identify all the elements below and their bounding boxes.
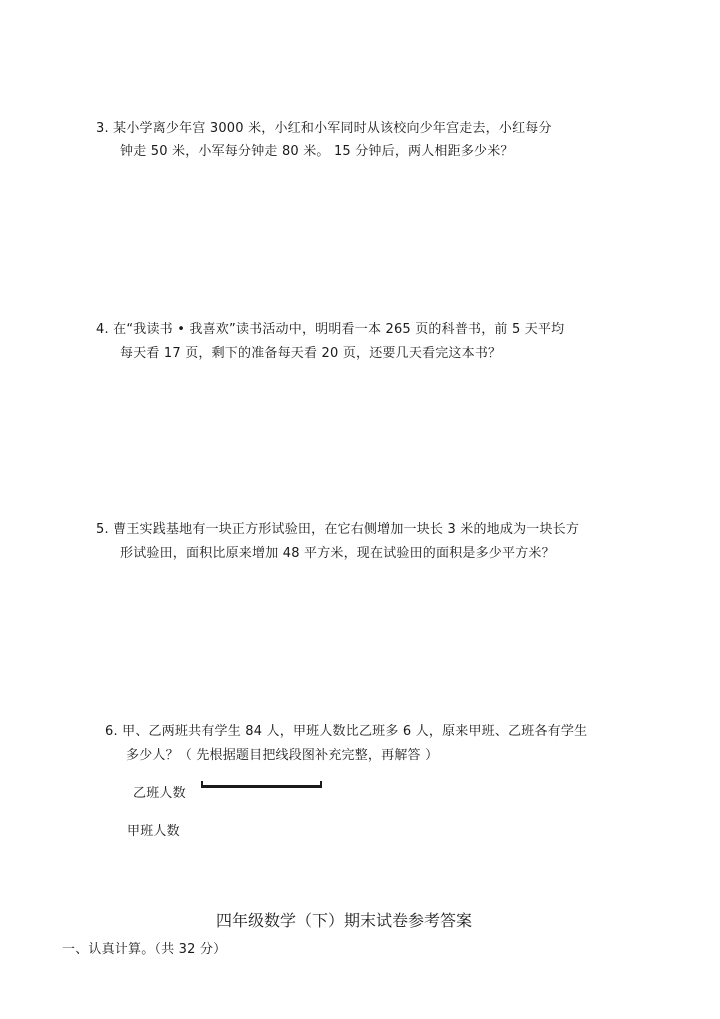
jia-class-label: 甲班人数 — [127, 824, 180, 839]
answer-part-1-heading: 一、认真计算。（共 32 分） — [62, 942, 227, 957]
problem-6-line-2: 多少人？（ 先根据题目把线段图补充完整，再解答 ） — [126, 748, 439, 763]
problem-3-line-2: 钟走 50 米，小军每分钟走 80 米。 15 分钟后，两人相距多少米？ — [120, 144, 514, 159]
yi-class-label: 乙班人数 — [133, 786, 186, 801]
problem-4-line-2: 每天看 17 页，剩下的准备每天看 20 页，还要几天看完这本书？ — [120, 346, 502, 361]
problem-5-line-1: 5. 曹王实践基地有一块正方形试验田，在它右侧增加一块长 3 米的地成为一块长方 — [96, 522, 580, 537]
yi-segment-right-tick — [320, 781, 322, 788]
yi-segment-left-tick — [201, 781, 203, 788]
answer-key-title: 四年级数学（下）期末试卷参考答案 — [216, 911, 473, 930]
problem-3-line-1: 3. 某小学离少年宫 3000 米，小红和小军同时从该校向少年宫走去，小红每分 — [96, 121, 552, 136]
problem-4-line-1: 4. 在“我读书 • 我喜欢”读书活动中，明明看一本 265 页的科普书，前 5 天平均 — [96, 322, 565, 337]
problem-6-line-1: 6. 甲、乙两班共有学生 84 人，甲班人数比乙班多 6 人，原来甲班、乙班各有学生 — [105, 724, 588, 739]
yi-class-segment — [202, 785, 322, 788]
problem-5-line-2: 形试验田，面积比原来增加 48 平方米，现在试验田的面积是多少平方米？ — [120, 546, 555, 561]
